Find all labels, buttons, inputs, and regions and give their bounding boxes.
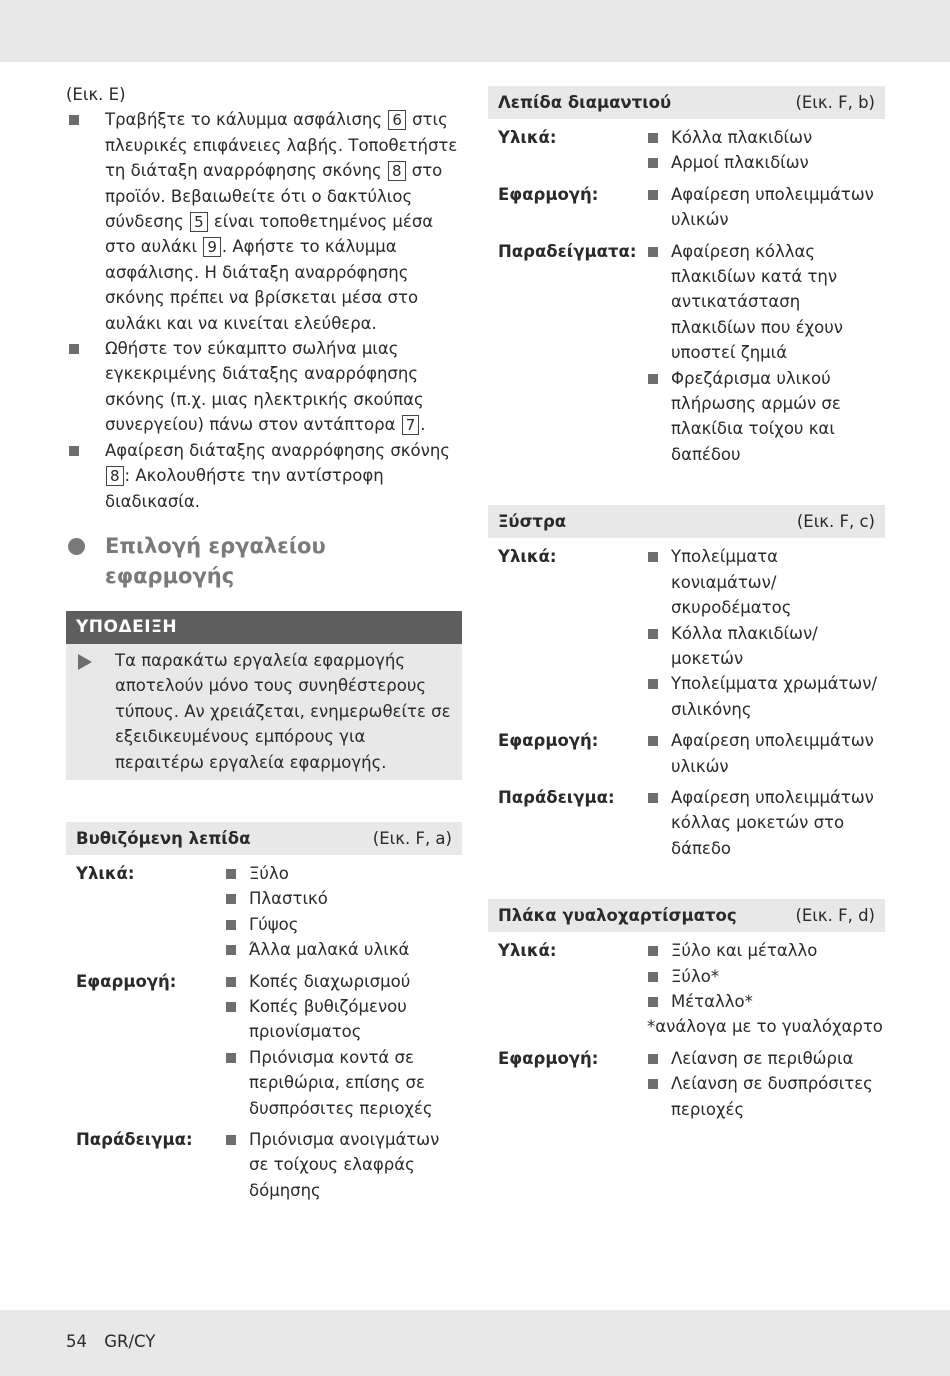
notice-text: Τα παρακάτω εργαλεία εφαρμογής αποτελούν μόνο τους συνηθέστερους τύπους. Αν χρειάζεται, ενημερωθείτε σε εξειδικευμένους εμπόρους για περαιτέρω εργαλεία εφαρμογής. — [115, 650, 451, 772]
part-reference-number: 9 — [203, 237, 221, 257]
property-item: Αφαίρεση υπολειμμάτων υλικών — [647, 728, 885, 779]
left-column — [66, 82, 462, 1203]
section-heading — [66, 531, 462, 591]
property-values — [647, 728, 885, 779]
property-item: Λείανση σε δυσπρόσιτες περιοχές — [647, 1071, 885, 1122]
tool-property-row — [66, 969, 462, 1121]
language-code: GR/CY — [104, 1332, 156, 1351]
property-item: Κοπές βυθιζόμενου πριονίσματος — [225, 994, 462, 1045]
property-item: Υπολείμματα χρωμάτων/σιλικόνης — [647, 671, 885, 722]
tool-property-row — [488, 239, 885, 468]
tool-name: Βυθιζόμενη λεπίδα — [76, 828, 251, 848]
footnote: *ανάλογα με το γυαλόχαρτο — [647, 1017, 883, 1037]
property-item: Κόλλα πλακιδίων — [647, 125, 885, 150]
step-text: Αφαίρεση διάταξης αναρρόφησης σκόνης — [105, 440, 450, 460]
property-label: Υλικά: — [498, 941, 557, 961]
part-reference-number: 6 — [388, 110, 406, 130]
property-list — [647, 938, 885, 1014]
property-item: Υπολείμματα κονιαμάτων/ σκυροδέματος — [647, 544, 885, 620]
property-label: Εφαρμογή: — [498, 184, 599, 204]
property-label: Εφαρμογή: — [76, 971, 177, 991]
property-values — [647, 182, 885, 233]
property-label: Παράδειγμα: — [498, 787, 615, 807]
part-reference-number: 5 — [190, 212, 208, 232]
property-label: Υλικά: — [76, 863, 135, 883]
part-reference-number: 7 — [402, 415, 420, 435]
property-list — [225, 969, 462, 1121]
tool-name: Πλάκα γυαλοχαρτίσματος — [498, 905, 737, 925]
tool-property-row — [488, 728, 885, 779]
step-text: Ωθήστε τον εύκαμπτο σωλήνα μιας εγκεκριμένης διάταξης αναρρόφησης σκόνης (π.χ. μιας ηλεκτρικής σκούπας συνεργείου) πάνω στον αντάπτορα — [105, 339, 424, 435]
step-text: . — [420, 415, 426, 435]
instruction-step — [66, 438, 462, 514]
tool-property-row — [488, 1046, 885, 1122]
tool-name: Λεπίδα διαμαντιού — [498, 92, 672, 112]
property-list — [647, 544, 885, 722]
tool-property-row — [488, 182, 885, 233]
property-label: Υλικά: — [498, 547, 557, 567]
tool-property-row — [488, 544, 885, 722]
figure-reference: (Εικ. E) — [66, 85, 126, 104]
part-reference-number: 8 — [388, 161, 406, 181]
step-text: Τραβήξτε το κάλυμμα ασφάλισης — [105, 110, 388, 130]
tool-figure-ref: (Εικ. F, b) — [795, 92, 875, 112]
step-text: : Ακολουθήστε την αντίστροφη διαδικασία. — [105, 466, 384, 511]
instruction-step — [66, 336, 462, 438]
property-values — [225, 969, 462, 1121]
property-values — [647, 239, 885, 468]
property-label: Παραδείγματα: — [498, 241, 637, 261]
right-column — [488, 86, 885, 1122]
tool-property-row — [488, 785, 885, 861]
property-values — [647, 785, 885, 861]
instruction-list — [66, 107, 462, 514]
property-item: Ξύλο* — [647, 964, 885, 989]
property-item: Αρμοί πλακιδίων — [647, 150, 885, 175]
property-list — [647, 728, 885, 779]
notice-body — [66, 644, 462, 780]
arrow-right-icon — [78, 654, 92, 670]
property-label: Υλικά: — [498, 128, 557, 147]
tool-name: Ξύστρα — [498, 512, 567, 532]
property-item: Αφαίρεση υπολειμμάτων κόλλας μοκετών στο δάπεδο — [647, 785, 885, 861]
tool-figure-ref: (Εικ. F, a) — [372, 828, 452, 848]
property-list — [647, 239, 885, 468]
tool-property-row — [66, 861, 462, 963]
tool-figure-ref: (Εικ. F, d) — [795, 905, 875, 925]
tool-card — [488, 86, 885, 467]
tool-property-row — [66, 1127, 462, 1203]
property-item: Πλαστικό — [225, 886, 462, 911]
property-list — [647, 125, 885, 176]
tool-card — [66, 822, 462, 1203]
property-item: Πριόνισμα ανοιγμάτων σε τοίχους ελαφράς δόμησης — [225, 1127, 462, 1203]
tool-card — [488, 899, 885, 1122]
property-label: Παράδειγμα: — [76, 1130, 193, 1149]
property-item: Αφαίρεση υπολειμμάτων υλικών — [647, 182, 885, 233]
property-list — [225, 1127, 462, 1203]
property-item: Άλλα μαλακά υλικά — [225, 937, 462, 962]
step-text: στις πλευρικές επιφάνειες λαβής. Τοποθετήστε τη διάταξη αναρρόφησης σκόνης — [105, 110, 458, 181]
property-item: Ξύλο — [225, 861, 462, 886]
property-item: Κοπές διαχωρισμού — [225, 969, 462, 994]
property-item: Λείανση σε περιθώρια — [647, 1046, 885, 1071]
property-list — [647, 182, 885, 233]
notice-box — [66, 611, 462, 780]
notice-label: ΥΠΟΔΕΙΞΗ — [66, 611, 462, 644]
bullet-circle-icon — [68, 538, 85, 555]
tool-header — [488, 505, 885, 538]
step-text: είναι τοποθετημένος μέσα στο αυλάκι — [105, 212, 434, 257]
page-top-band — [0, 0, 950, 62]
property-item: Κόλλα πλακιδίων/ μοκετών — [647, 621, 885, 672]
property-list — [225, 861, 462, 963]
property-item: Αφαίρεση κόλλας πλακιδίων κατά την αντικατάσταση πλακιδίων που έχουν υποστεί ζημιά — [647, 239, 885, 366]
property-list — [647, 1046, 885, 1122]
tool-property-row — [488, 938, 885, 1040]
tool-property-row — [488, 125, 885, 176]
property-item: Πριόνισμα κοντά σε περιθώρια, επίσης σε δυσπρόσιτες περιοχές — [225, 1045, 462, 1121]
property-item: Φρεζάρισμα υλικού πλήρωσης αρμών σε πλακίδια τοίχου και δαπέδου — [647, 366, 885, 468]
property-values — [647, 1046, 885, 1122]
property-values — [225, 1127, 462, 1203]
property-item: Μέταλλο* — [647, 989, 885, 1014]
step-text: στο προϊόν. Βεβαιωθείτε ότι ο δακτύλιος σύνδεσης — [105, 161, 443, 232]
property-values — [647, 938, 885, 1040]
tool-header — [66, 822, 462, 855]
part-reference-number: 8 — [106, 466, 124, 486]
tool-figure-ref: (Εικ. F, c) — [796, 512, 875, 532]
page-number: 54 — [66, 1332, 87, 1351]
step-text: . Αφήστε το κάλυμμα ασφάλισης. Η διάταξη αναρρόφησης σκόνης πρέπει να βρίσκεται μέσα στο αυλάκι και να κινείται ελεύθερα. — [105, 237, 419, 333]
tool-header — [488, 86, 885, 119]
property-values — [647, 544, 885, 722]
section-title: Επιλογή εργαλείου εφαρμογής — [105, 533, 326, 588]
tool-header — [488, 899, 885, 932]
property-label: Εφαρμογή: — [498, 731, 599, 751]
property-values — [647, 125, 885, 176]
property-values — [225, 861, 462, 963]
property-label: Εφαρμογή: — [498, 1048, 599, 1068]
property-item: Γύψος — [225, 912, 462, 937]
property-item: Ξύλο και μέταλλο — [647, 938, 885, 963]
instruction-step — [66, 107, 462, 336]
property-list — [647, 785, 885, 861]
page-footer — [66, 1329, 167, 1354]
tool-card — [488, 505, 885, 861]
